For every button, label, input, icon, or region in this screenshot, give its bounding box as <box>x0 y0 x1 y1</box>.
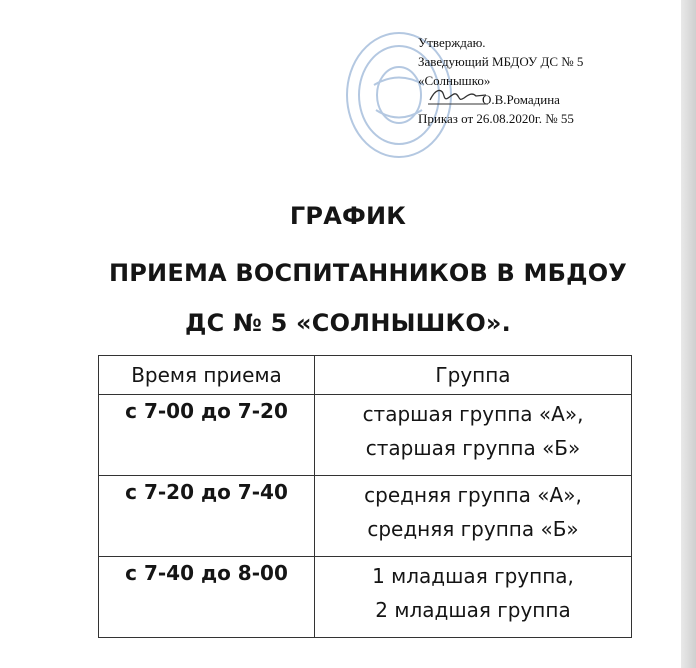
approval-line: Утверждаю. <box>418 35 486 50</box>
time-cell: с 7-20 до 7-40 <box>99 476 315 557</box>
group-line: средняя группа «Б» <box>367 517 579 541</box>
signature-icon <box>428 86 488 108</box>
approval-org: «Солнышко» <box>418 73 491 88</box>
group-line: старшая группа «Б» <box>365 436 581 460</box>
table-row <box>99 557 632 638</box>
approval-position: Заведующий МБДОУ ДС № 5 <box>418 54 584 69</box>
group-line: 1 младшая группа, <box>372 564 574 588</box>
group-line: старшая группа «А», <box>362 402 584 426</box>
group-cell <box>315 395 632 476</box>
group-line: средняя группа «А», <box>364 483 582 507</box>
approval-block <box>418 33 618 128</box>
time-cell: с 7-40 до 8-00 <box>99 557 315 638</box>
signer-name: О.В.Ромадина <box>482 92 560 107</box>
table-row <box>99 395 632 476</box>
schedule-table <box>98 355 632 638</box>
title-line-2: ПРИЕМА ВОСПИТАННИКОВ В МБДОУ <box>108 259 628 287</box>
signature-line <box>418 90 618 109</box>
table-header-row <box>99 356 632 395</box>
column-header-group: Группа <box>315 356 632 395</box>
table-row <box>99 476 632 557</box>
order-reference: Приказ от 26.08.2020г. № 55 <box>418 111 574 126</box>
group-cell <box>315 557 632 638</box>
time-cell: с 7-00 до 7-20 <box>99 395 315 476</box>
column-header-time: Время приема <box>99 356 315 395</box>
group-line: 2 младшая группа <box>375 598 571 622</box>
title-line-3: ДС № 5 «СОЛНЫШКО». <box>185 309 511 337</box>
group-cell <box>315 476 632 557</box>
title-line-1: ГРАФИК <box>289 202 407 230</box>
